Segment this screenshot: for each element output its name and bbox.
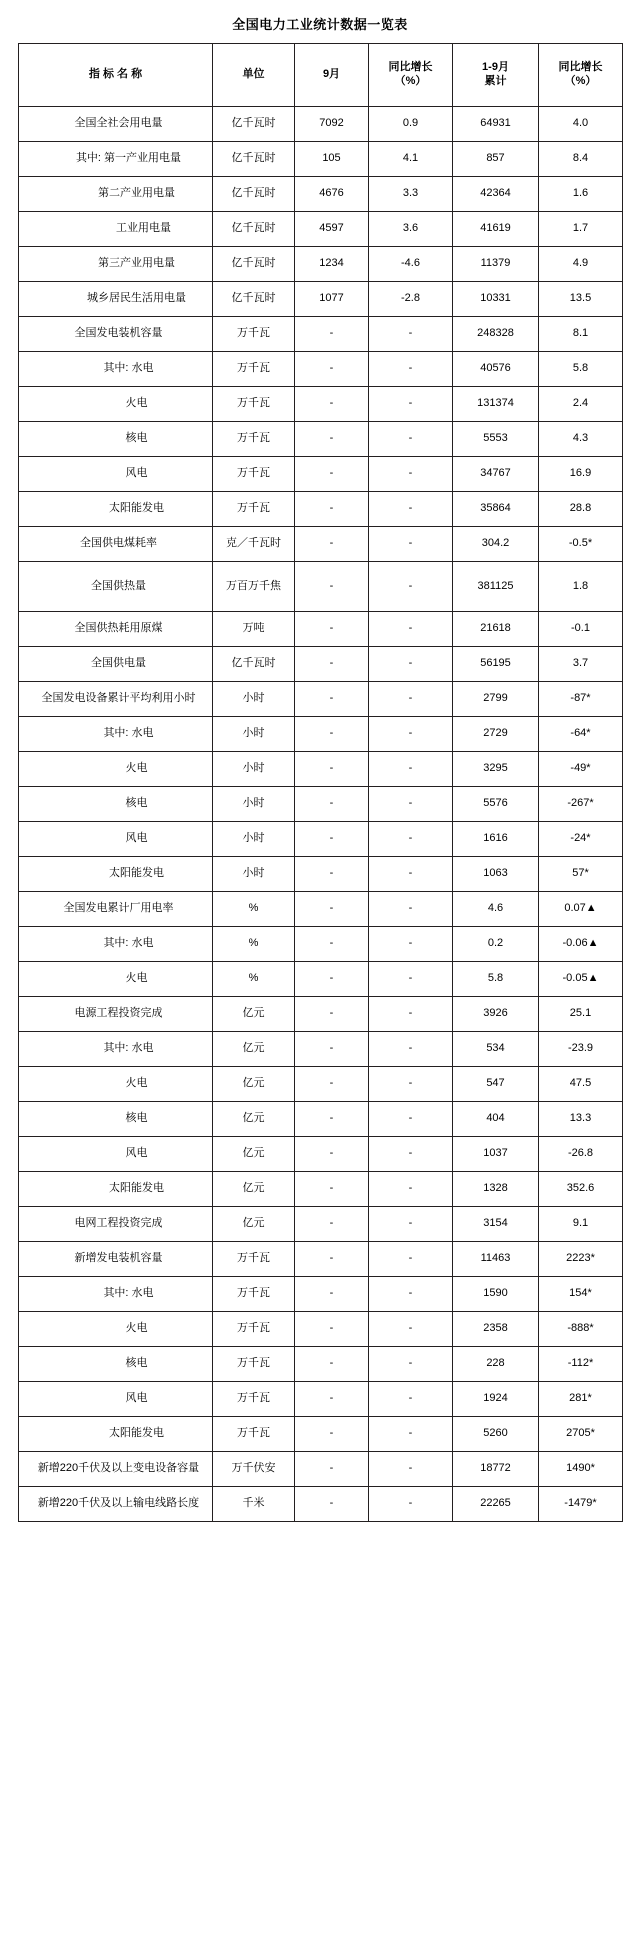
row-cumulative-yoy-value: -0.05▲	[539, 962, 623, 997]
row-month-value: 105	[295, 142, 369, 177]
row-indicator-name: 新增220千伏及以上输电线路长度	[19, 1487, 213, 1522]
table-row	[19, 317, 623, 352]
row-month-yoy-value: -	[369, 1172, 453, 1207]
row-indicator-name: 火电	[19, 962, 213, 997]
column-header-yoy-cumulative	[539, 44, 623, 107]
row-indicator-name: 全国供热量	[19, 562, 213, 612]
row-unit: 亿元	[213, 1032, 295, 1067]
row-cumulative-value: 41619	[453, 212, 539, 247]
row-month-value: -	[295, 962, 369, 997]
row-unit: 小时	[213, 787, 295, 822]
row-month-value: -	[295, 1417, 369, 1452]
row-cumulative-value: 34767	[453, 457, 539, 492]
row-cumulative-value: 11379	[453, 247, 539, 282]
row-month-value: -	[295, 1347, 369, 1382]
row-month-yoy-value: -	[369, 787, 453, 822]
row-cumulative-yoy-value: 2223*	[539, 1242, 623, 1277]
row-month-yoy-value: -	[369, 1137, 453, 1172]
row-unit: %	[213, 892, 295, 927]
row-month-yoy-value: -	[369, 317, 453, 352]
row-month-value: -	[295, 1172, 369, 1207]
table-row	[19, 1347, 623, 1382]
row-cumulative-value: 5.8	[453, 962, 539, 997]
table-row	[19, 492, 623, 527]
row-cumulative-yoy-value: 5.8	[539, 352, 623, 387]
table-row	[19, 857, 623, 892]
row-cumulative-value: 3154	[453, 1207, 539, 1242]
row-unit: 万千瓦	[213, 352, 295, 387]
table-header-row	[19, 44, 623, 107]
row-indicator-name: 电源工程投资完成	[19, 997, 213, 1032]
row-month-value: -	[295, 997, 369, 1032]
row-cumulative-yoy-value: 1.7	[539, 212, 623, 247]
row-indicator-name: 其中: 第一产业用电量	[19, 142, 213, 177]
table-row	[19, 1277, 623, 1312]
table-row	[19, 717, 623, 752]
row-cumulative-yoy-value: -23.9	[539, 1032, 623, 1067]
row-unit: 小时	[213, 752, 295, 787]
row-month-value: -	[295, 927, 369, 962]
table-row	[19, 1487, 623, 1522]
row-indicator-name: 工业用电量	[19, 212, 213, 247]
row-indicator-name: 其中: 水电	[19, 717, 213, 752]
row-indicator-name: 第三产业用电量	[19, 247, 213, 282]
row-cumulative-yoy-value: -267*	[539, 787, 623, 822]
row-cumulative-yoy-value: 154*	[539, 1277, 623, 1312]
row-month-yoy-value: 3.6	[369, 212, 453, 247]
table-row	[19, 1032, 623, 1067]
row-month-value: -	[295, 822, 369, 857]
table-row	[19, 892, 623, 927]
row-month-value: -	[295, 1137, 369, 1172]
table-body	[19, 107, 623, 1522]
row-month-yoy-value: -	[369, 1347, 453, 1382]
table-row	[19, 212, 623, 247]
table-row	[19, 247, 623, 282]
row-unit: %	[213, 962, 295, 997]
table-header	[19, 44, 623, 107]
row-month-yoy-value: -4.6	[369, 247, 453, 282]
table-row	[19, 282, 623, 317]
row-cumulative-yoy-value: 0.07▲	[539, 892, 623, 927]
row-indicator-name: 风电	[19, 457, 213, 492]
table-row	[19, 1242, 623, 1277]
row-cumulative-value: 21618	[453, 612, 539, 647]
row-cumulative-value: 228	[453, 1347, 539, 1382]
row-unit: 亿千瓦时	[213, 142, 295, 177]
row-unit: 克／千瓦时	[213, 527, 295, 562]
row-month-value: 4676	[295, 177, 369, 212]
row-month-yoy-value: -	[369, 822, 453, 857]
row-indicator-name: 太阳能发电	[19, 492, 213, 527]
row-month-yoy-value: -	[369, 422, 453, 457]
row-month-yoy-value: -	[369, 1417, 453, 1452]
row-cumulative-value: 42364	[453, 177, 539, 212]
row-indicator-name: 火电	[19, 1312, 213, 1347]
row-unit: 万千瓦	[213, 1347, 295, 1382]
row-cumulative-yoy-value: -0.06▲	[539, 927, 623, 962]
row-month-yoy-value: -	[369, 857, 453, 892]
row-unit: 亿千瓦时	[213, 647, 295, 682]
row-month-value: -	[295, 1207, 369, 1242]
row-indicator-name: 第二产业用电量	[19, 177, 213, 212]
row-cumulative-yoy-value: 16.9	[539, 457, 623, 492]
table-row	[19, 1137, 623, 1172]
row-indicator-name: 风电	[19, 1137, 213, 1172]
row-month-yoy-value: -	[369, 1312, 453, 1347]
table-row	[19, 1312, 623, 1347]
row-unit: 万千瓦	[213, 1417, 295, 1452]
row-month-yoy-value: -	[369, 492, 453, 527]
table-row	[19, 562, 623, 612]
row-indicator-name: 太阳能发电	[19, 1417, 213, 1452]
table-row	[19, 457, 623, 492]
row-unit: 万千瓦	[213, 1312, 295, 1347]
row-month-value: -	[295, 1067, 369, 1102]
row-indicator-name: 全国供电煤耗率	[19, 527, 213, 562]
row-indicator-name: 城乡居民生活用电量	[19, 282, 213, 317]
row-unit: 亿千瓦时	[213, 282, 295, 317]
column-header-cumulative-line1: 1-9月	[482, 61, 509, 74]
table-row	[19, 962, 623, 997]
row-cumulative-value: 40576	[453, 352, 539, 387]
row-cumulative-value: 3926	[453, 997, 539, 1032]
row-indicator-name: 风电	[19, 822, 213, 857]
row-cumulative-yoy-value: -24*	[539, 822, 623, 857]
row-month-yoy-value: -	[369, 962, 453, 997]
row-cumulative-yoy-value: -0.5*	[539, 527, 623, 562]
row-unit: 万千瓦	[213, 492, 295, 527]
table-row	[19, 422, 623, 457]
row-cumulative-yoy-value: 352.6	[539, 1172, 623, 1207]
row-month-value: -	[295, 717, 369, 752]
row-unit: 小时	[213, 857, 295, 892]
row-indicator-name: 全国全社会用电量	[19, 107, 213, 142]
column-header-yoy-cumulative-line2: （%）	[564, 75, 597, 87]
row-cumulative-yoy-value: 25.1	[539, 997, 623, 1032]
table-row	[19, 1172, 623, 1207]
row-month-yoy-value: -	[369, 892, 453, 927]
row-unit: 亿千瓦时	[213, 107, 295, 142]
row-month-yoy-value: -	[369, 997, 453, 1032]
row-cumulative-value: 5260	[453, 1417, 539, 1452]
row-cumulative-value: 10331	[453, 282, 539, 317]
row-month-value: 1234	[295, 247, 369, 282]
column-header-indicator-name: 指 标 名 称	[19, 44, 213, 107]
row-month-value: -	[295, 317, 369, 352]
row-month-yoy-value: -	[369, 717, 453, 752]
row-unit: 万千瓦	[213, 1277, 295, 1312]
row-month-value: -	[295, 1277, 369, 1312]
row-month-value: -	[295, 1487, 369, 1522]
row-month-value: -	[295, 1032, 369, 1067]
row-unit: 千米	[213, 1487, 295, 1522]
row-cumulative-value: 5553	[453, 422, 539, 457]
row-cumulative-yoy-value: 4.9	[539, 247, 623, 282]
row-cumulative-yoy-value: 3.7	[539, 647, 623, 682]
row-month-yoy-value: 0.9	[369, 107, 453, 142]
row-month-value: -	[295, 422, 369, 457]
table-row	[19, 612, 623, 647]
row-cumulative-yoy-value: 2.4	[539, 387, 623, 422]
row-cumulative-value: 1616	[453, 822, 539, 857]
row-indicator-name: 太阳能发电	[19, 857, 213, 892]
row-unit: 万百万千焦	[213, 562, 295, 612]
row-indicator-name: 其中: 水电	[19, 352, 213, 387]
row-cumulative-yoy-value: 28.8	[539, 492, 623, 527]
row-cumulative-value: 547	[453, 1067, 539, 1102]
row-cumulative-yoy-value: -64*	[539, 717, 623, 752]
row-month-yoy-value: -	[369, 457, 453, 492]
row-month-yoy-value: -	[369, 562, 453, 612]
table-row	[19, 682, 623, 717]
row-cumulative-value: 2729	[453, 717, 539, 752]
row-month-value: -	[295, 787, 369, 822]
table-row	[19, 527, 623, 562]
row-cumulative-yoy-value: 4.3	[539, 422, 623, 457]
row-month-value: -	[295, 562, 369, 612]
row-unit: 万千瓦	[213, 422, 295, 457]
row-cumulative-value: 4.6	[453, 892, 539, 927]
row-cumulative-value: 35864	[453, 492, 539, 527]
row-month-yoy-value: -	[369, 1207, 453, 1242]
row-indicator-name: 全国发电设备累计平均利用小时	[19, 682, 213, 717]
row-cumulative-yoy-value: 1.6	[539, 177, 623, 212]
row-cumulative-value: 0.2	[453, 927, 539, 962]
row-month-value: -	[295, 612, 369, 647]
row-cumulative-value: 1037	[453, 1137, 539, 1172]
row-month-yoy-value: -	[369, 1452, 453, 1487]
row-indicator-name: 核电	[19, 787, 213, 822]
row-indicator-name: 核电	[19, 1102, 213, 1137]
row-month-yoy-value: -	[369, 682, 453, 717]
column-header-cumulative	[453, 44, 539, 107]
row-cumulative-value: 248328	[453, 317, 539, 352]
row-unit: 万千瓦	[213, 387, 295, 422]
row-cumulative-yoy-value: 1490*	[539, 1452, 623, 1487]
row-indicator-name: 火电	[19, 752, 213, 787]
row-cumulative-yoy-value: 13.3	[539, 1102, 623, 1137]
row-indicator-name: 新增220千伏及以上变电设备容量	[19, 1452, 213, 1487]
table-row	[19, 1102, 623, 1137]
row-month-yoy-value: 4.1	[369, 142, 453, 177]
row-indicator-name: 其中: 水电	[19, 927, 213, 962]
row-indicator-name: 新增发电装机容量	[19, 1242, 213, 1277]
table-row	[19, 1207, 623, 1242]
row-cumulative-yoy-value: -1479*	[539, 1487, 623, 1522]
row-cumulative-yoy-value: 2705*	[539, 1417, 623, 1452]
table-row	[19, 752, 623, 787]
row-month-value: -	[295, 527, 369, 562]
column-header-unit: 单位	[213, 44, 295, 107]
row-unit: 亿元	[213, 1067, 295, 1102]
row-cumulative-value: 131374	[453, 387, 539, 422]
column-header-yoy-month	[369, 44, 453, 107]
row-month-value: -	[295, 457, 369, 492]
table-row	[19, 997, 623, 1032]
row-month-value: -	[295, 1382, 369, 1417]
row-indicator-name: 电网工程投资完成	[19, 1207, 213, 1242]
row-unit: 万吨	[213, 612, 295, 647]
row-unit: 万千伏安	[213, 1452, 295, 1487]
row-month-value: -	[295, 387, 369, 422]
row-month-yoy-value: -	[369, 352, 453, 387]
column-header-yoy-month-line1: 同比增长	[388, 61, 433, 74]
row-month-yoy-value: -	[369, 927, 453, 962]
row-indicator-name: 风电	[19, 1382, 213, 1417]
row-month-value: 7092	[295, 107, 369, 142]
row-indicator-name: 全国发电累计厂用电率	[19, 892, 213, 927]
row-month-value: 1077	[295, 282, 369, 317]
row-month-yoy-value: -	[369, 612, 453, 647]
table-row	[19, 1382, 623, 1417]
row-month-yoy-value: -	[369, 1487, 453, 1522]
row-indicator-name: 核电	[19, 1347, 213, 1382]
row-cumulative-yoy-value: 9.1	[539, 1207, 623, 1242]
row-indicator-name: 全国供热耗用原煤	[19, 612, 213, 647]
row-unit: 小时	[213, 682, 295, 717]
row-indicator-name: 火电	[19, 387, 213, 422]
row-cumulative-yoy-value: 4.0	[539, 107, 623, 142]
row-cumulative-value: 3295	[453, 752, 539, 787]
row-unit: 亿千瓦时	[213, 212, 295, 247]
row-unit: 亿元	[213, 1102, 295, 1137]
row-cumulative-yoy-value: -888*	[539, 1312, 623, 1347]
row-unit: 亿千瓦时	[213, 177, 295, 212]
row-unit: 万千瓦	[213, 1242, 295, 1277]
row-month-yoy-value: -	[369, 387, 453, 422]
row-cumulative-value: 1590	[453, 1277, 539, 1312]
row-cumulative-yoy-value: 13.5	[539, 282, 623, 317]
table-row	[19, 822, 623, 857]
table-row	[19, 1067, 623, 1102]
row-month-value: -	[295, 1102, 369, 1137]
row-cumulative-value: 1924	[453, 1382, 539, 1417]
row-month-yoy-value: -	[369, 752, 453, 787]
row-unit: 小时	[213, 822, 295, 857]
row-cumulative-value: 2358	[453, 1312, 539, 1347]
row-cumulative-yoy-value: -87*	[539, 682, 623, 717]
table-row	[19, 107, 623, 142]
table-row	[19, 787, 623, 822]
row-month-value: -	[295, 492, 369, 527]
row-indicator-name: 火电	[19, 1067, 213, 1102]
row-unit: 亿元	[213, 1172, 295, 1207]
row-unit: %	[213, 927, 295, 962]
row-cumulative-value: 5576	[453, 787, 539, 822]
row-cumulative-yoy-value: 47.5	[539, 1067, 623, 1102]
row-cumulative-yoy-value: -0.1	[539, 612, 623, 647]
page-title: 全国电力工业统计数据一览表	[232, 17, 408, 32]
row-indicator-name: 全国发电装机容量	[19, 317, 213, 352]
table-row	[19, 177, 623, 212]
row-unit: 亿元	[213, 1207, 295, 1242]
row-month-value: -	[295, 1242, 369, 1277]
row-cumulative-yoy-value: 281*	[539, 1382, 623, 1417]
row-month-value: -	[295, 752, 369, 787]
row-month-yoy-value: -	[369, 527, 453, 562]
row-cumulative-value: 18772	[453, 1452, 539, 1487]
column-header-month: 9月	[295, 44, 369, 107]
row-unit: 亿元	[213, 1137, 295, 1172]
row-month-yoy-value: -	[369, 1242, 453, 1277]
table-row	[19, 1452, 623, 1487]
row-month-yoy-value: -	[369, 1277, 453, 1312]
row-unit: 万千瓦	[213, 1382, 295, 1417]
row-cumulative-value: 1063	[453, 857, 539, 892]
row-unit: 亿千瓦时	[213, 247, 295, 282]
row-unit: 亿元	[213, 997, 295, 1032]
table-row	[19, 352, 623, 387]
row-month-value: -	[295, 352, 369, 387]
row-unit: 万千瓦	[213, 457, 295, 492]
row-month-yoy-value: -	[369, 1067, 453, 1102]
row-month-yoy-value: -2.8	[369, 282, 453, 317]
table-row	[19, 387, 623, 422]
statistics-table	[18, 43, 623, 1522]
table-row	[19, 927, 623, 962]
row-cumulative-value: 404	[453, 1102, 539, 1137]
row-month-value: -	[295, 647, 369, 682]
row-month-value: -	[295, 1452, 369, 1487]
column-header-cumulative-line2: 累计	[484, 75, 507, 87]
row-month-value: -	[295, 892, 369, 927]
row-month-yoy-value: 3.3	[369, 177, 453, 212]
row-cumulative-yoy-value: -26.8	[539, 1137, 623, 1172]
row-month-value: -	[295, 857, 369, 892]
row-indicator-name: 太阳能发电	[19, 1172, 213, 1207]
row-cumulative-value: 11463	[453, 1242, 539, 1277]
row-cumulative-value: 56195	[453, 647, 539, 682]
row-indicator-name: 其中: 水电	[19, 1277, 213, 1312]
row-indicator-name: 其中: 水电	[19, 1032, 213, 1067]
table-row	[19, 1417, 623, 1452]
row-month-value: -	[295, 1312, 369, 1347]
row-cumulative-value: 304.2	[453, 527, 539, 562]
table-row	[19, 647, 623, 682]
row-cumulative-value: 2799	[453, 682, 539, 717]
row-month-yoy-value: -	[369, 1032, 453, 1067]
row-cumulative-yoy-value: -49*	[539, 752, 623, 787]
row-unit: 小时	[213, 717, 295, 752]
row-indicator-name: 核电	[19, 422, 213, 457]
row-cumulative-yoy-value: -112*	[539, 1347, 623, 1382]
row-cumulative-value: 22265	[453, 1487, 539, 1522]
row-cumulative-value: 857	[453, 142, 539, 177]
table-row	[19, 142, 623, 177]
row-month-yoy-value: -	[369, 647, 453, 682]
row-cumulative-yoy-value: 57*	[539, 857, 623, 892]
row-month-yoy-value: -	[369, 1102, 453, 1137]
row-cumulative-value: 534	[453, 1032, 539, 1067]
row-cumulative-yoy-value: 8.4	[539, 142, 623, 177]
row-month-yoy-value: -	[369, 1382, 453, 1417]
row-month-value: 4597	[295, 212, 369, 247]
row-cumulative-yoy-value: 8.1	[539, 317, 623, 352]
row-indicator-name: 全国供电量	[19, 647, 213, 682]
row-cumulative-value: 64931	[453, 107, 539, 142]
column-header-yoy-month-line2: （%）	[394, 75, 427, 87]
column-header-yoy-cumulative-line1: 同比增长	[558, 61, 603, 74]
row-unit: 万千瓦	[213, 317, 295, 352]
row-cumulative-value: 1328	[453, 1172, 539, 1207]
row-cumulative-value: 381125	[453, 562, 539, 612]
row-month-value: -	[295, 682, 369, 717]
row-cumulative-yoy-value: 1.8	[539, 562, 623, 612]
